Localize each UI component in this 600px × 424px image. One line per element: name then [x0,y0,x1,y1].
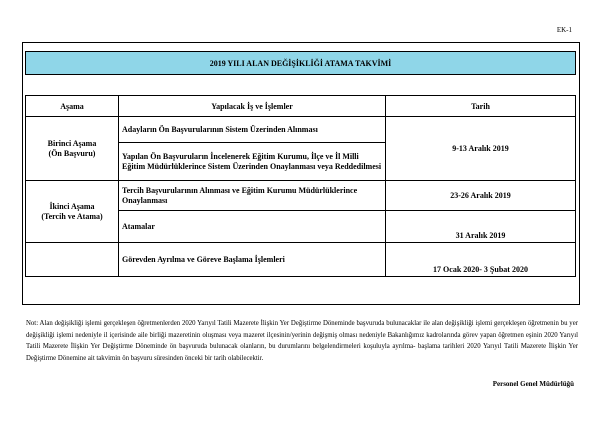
schedule-table [25,95,576,277]
task-cell: Adayların Ön Başvurularının Sistem Üzerinden Alınması [119,117,386,143]
task-cell: Görevden Ayrılma ve Göreve Başlama İşlemleri [119,243,386,277]
table-row [26,181,576,211]
annex-label: EK-1 [556,26,572,34]
date-cell: 23-26 Aralık 2019 [386,181,576,211]
stage-cell-empty [26,243,119,277]
table-header-row [26,96,576,117]
table-row [26,243,576,277]
column-header-date: Tarih [386,96,576,117]
task-cell: Atamalar [119,211,386,243]
table-row [26,117,576,143]
stage-2-subtitle: (Tercih ve Atama) [41,211,103,221]
stage-1-subtitle: (Ön Başvuru) [48,148,96,158]
column-header-tasks: Yapılacak İş ve İşlemler [119,96,386,117]
footnote: Not: Alan değişikliği işlemi gerçekleşen öğretmenlerden 2020 Yarıyıl Tatili Mazerete İlişkin Yer Değiştirme Döneminde başvuruda bulunacaklar ile alan değişikliği işlemi gerçekleşen öğretmenin bu yer değişikliği işlemi nedeniyle il içerisinde aile birliği mazeretinin oluşması veya mazeret ilçesinin/yerinin değişmiş olması nedeniyle Bakanlığımız kadrolarında görev yapan öğretmen eşinin 2020 Yarıyıl Tatili Mazerete İlişkin Yer Değiştirme Döneminde ön başvuruda bulunacak olanların, bu durumlarını belgelendirmeleri koşuluyla ayrılma- başlama tarihleri 2020 Yarıyıl Tatili Mazerete İlişkin Yer Değiştirme Dönemine ait takvimin ön başvuru süresinden önceki bir tarih olabilecektir. [26,320,578,362]
column-header-stage: Aşama [26,96,119,117]
stage-1-name: Birinci Aşama [47,139,97,148]
document-title: 2019 YILI ALAN DEĞİŞİKLİĞİ ATAMA TAKVİMİ [25,51,576,75]
signature: Personel Genel Müdürlüğü [492,380,574,388]
stage-cell-1 [26,117,119,181]
task-cell: Tercih Başvurularının Alınması ve Eğitim Kurumu Müdürlüklerince Onaylanması [119,181,386,211]
stage-cell-2 [26,181,119,243]
date-cell: 31 Aralık 2019 [386,211,576,243]
date-cell: 17 Ocak 2020- 3 Şubat 2020 [386,243,576,277]
task-cell: Yapılan Ön Başvuruların İncelenerek Eğitim Kurumu, İlçe ve İl Milli Eğitim Müdürlüklerince Sistem Üzerinden Onaylanması veya Reddedilmesi [119,143,386,181]
schedule-frame [22,42,580,305]
date-cell: 9-13 Aralık 2019 [386,117,576,181]
stage-2-name: İkinci Aşama [49,202,95,211]
